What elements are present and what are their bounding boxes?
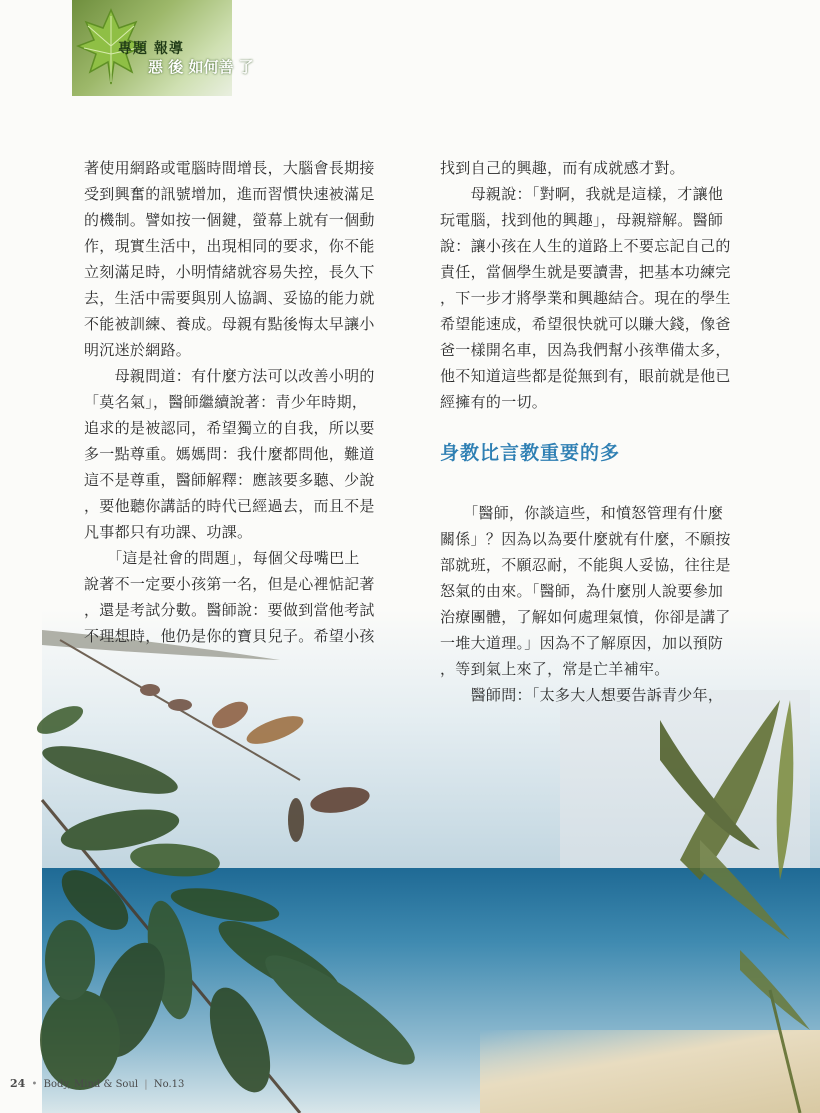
right-column-lower (440, 500, 760, 708)
magazine-name: Body, Mind & Soul (43, 1079, 139, 1090)
section-title: 惡 後 如何善 了 (148, 58, 254, 76)
issue-number: No.13 (153, 1079, 185, 1090)
paragraph: 母親說：「對啊，我就是這樣，才讓他 玩電腦，找到他的興趣」，母親辯解。醫師 說：讓小孩在人生的道路上不要忘記自己的 責任，當個學生就是要讀書，把基本功練完 ，下一步才將學業和興趣結合。現在的學生 希望能速成，希望很快就可以賺大錢，像爸 爸一樣開名車，因為我們幫小孩準備太多， 他不知道這些都是從無到有，眼前就是他已 經擁有的一切。 (440, 185, 731, 411)
paragraph: 「這是社會的問題」，每個父母嘴巴上 說著不一定要小孩第一名，但是心裡惦記著 ，還是考試分數。醫師說：要做到當他考試 不理想時，他仍是你的寶貝兒子。希望小孩 (84, 549, 375, 645)
footer-divider: | (144, 1079, 148, 1090)
right-column (440, 155, 760, 415)
paragraph: 著使用網路或電腦時間增長，大腦會長期接 受到興奮的訊號增加，進而習慣快速被滿足 的機制。譬如按一個鍵，螢幕上就有一個動 作，現實生活中，出現相同的要求，你不能 立刻滿足時，小明情緒就容易失控，長久下 去，生活中需要與別人協調、妥協的能力就 不能被訓練、養成。母親有點後悔太早讓小 明沉迷於網路。 (84, 159, 375, 359)
paragraph: 找到自己的興趣，而有成就感才對。 (440, 159, 685, 177)
paragraph: 「醫師，你談這些，和憤怒管理有什麼 關係」？因為以為要什麼就有什麼，不願按 部就班，不願忍耐，不能與人妥協，往往是 怒氣的由來。「醫師，為什麼別人說要參加 治療團體，了解如何處理氣憤，你卻是講了 一堆大道理。」因為不了解原因，加以預防 ，等到氣上來了，常是亡羊補牢。 (440, 504, 731, 678)
paragraph: 母親問道：有什麼方法可以改善小明的 「莫名氣」，醫師繼續說著：青少年時期， 追求的是被認同，希望獨立的自我，所以要 多一點尊重。媽媽問：我什麼都問他，難道 這不是尊重，醫師解釋：應該要多聽、少說 ，要他聽你講話的時代已經過去，而且不是 凡事都只有功課、功課。 (84, 367, 375, 541)
section-subheading: 身教比言教重要的多 (440, 442, 621, 464)
page-footer (10, 1077, 184, 1090)
page-number: 24 (10, 1077, 26, 1090)
left-column (84, 155, 394, 649)
section-label: 專題 報導 (118, 41, 184, 57)
paragraph: 醫師問：「太多大人想要告訴青少年， (440, 686, 724, 704)
footer-bullet-icon: • (31, 1079, 38, 1090)
